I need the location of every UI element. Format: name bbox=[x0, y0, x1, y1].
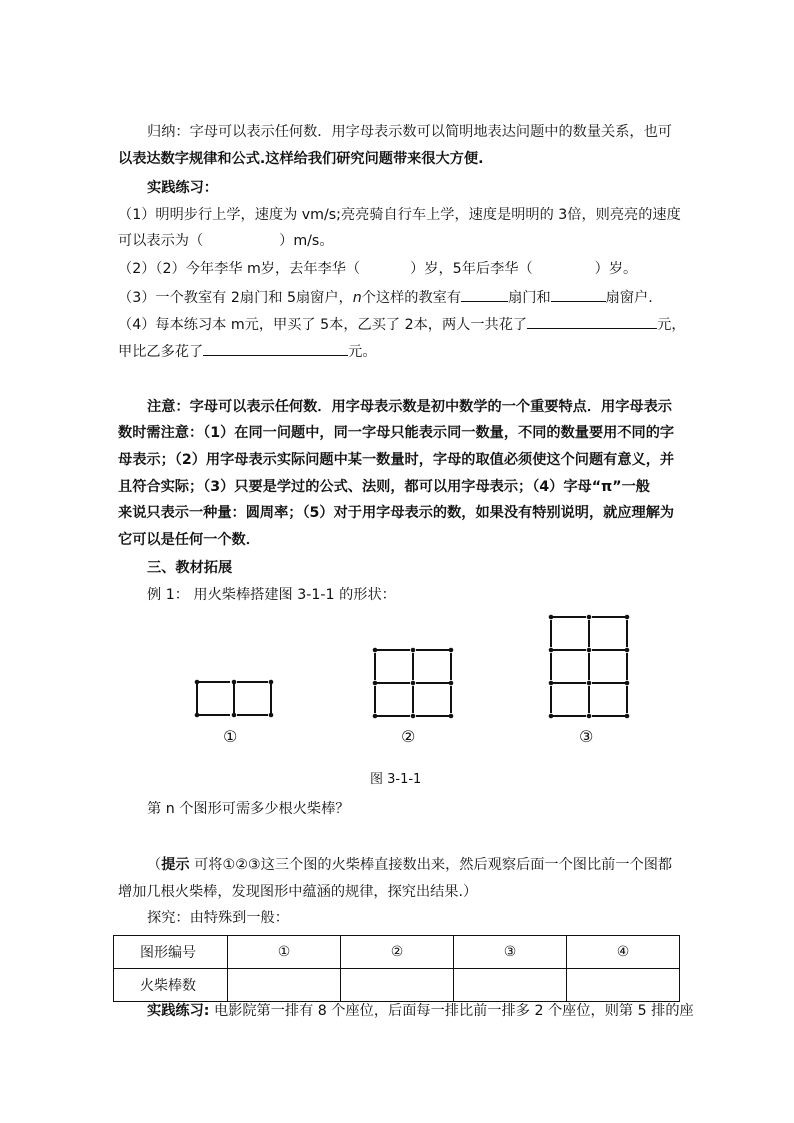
practice-q1-line1: （1）明明步行上学，速度为 vm/s;亮亮骑自行车上学，速度是明明的 3倍，则亮亮的速度 bbox=[118, 207, 681, 223]
table-cell: ① bbox=[228, 936, 341, 969]
figure-label-3: ③ bbox=[579, 727, 594, 746]
example-1: 例 1： 用火柴棒搭建图 3-1-1 的形状： bbox=[147, 587, 396, 603]
q4-text-b: 元， bbox=[657, 317, 686, 333]
q4-blank-diff[interactable] bbox=[203, 340, 348, 356]
q3-text-a: （3）一个教室有 2扇门和 5扇窗户， bbox=[118, 290, 353, 306]
practice-q2 bbox=[118, 259, 637, 279]
q3-text-d: 扇窗户. bbox=[605, 290, 653, 306]
q3-text-c: 扇门和 bbox=[508, 290, 551, 306]
practice-q4-line1 bbox=[118, 313, 686, 335]
table-input-cell[interactable] bbox=[341, 969, 454, 1002]
practice2-label: 实践练习: bbox=[147, 1003, 210, 1019]
figure-label-2: ② bbox=[401, 727, 416, 746]
q3-blank-doors[interactable] bbox=[461, 286, 508, 302]
note-line-4: 且符合实际；（3）只要是学过的公式、法则，都可以用字母表示；（4）字母“π”一般 bbox=[118, 479, 650, 495]
note-line-1: 注意：字母可以表示任何数．用字母表示数是初中数学的一个重要特点．用字母表示 bbox=[147, 399, 672, 415]
hint-text-1: 可将①②③这三个图的火柴棒直接数出来，然后观察后面一个图比前一个图都 bbox=[189, 857, 673, 873]
matchstick-figure-3 bbox=[544, 612, 636, 724]
q3-blank-windows[interactable] bbox=[551, 286, 606, 302]
note-line-6: 它可以是任何一个数． bbox=[118, 532, 260, 548]
table-input-cell[interactable] bbox=[228, 969, 341, 1002]
q2-text-a: （2）（2）今年李华 m岁，去年李华（ bbox=[118, 261, 361, 277]
table-input-cell[interactable] bbox=[567, 969, 680, 1002]
hint-label: 提示 bbox=[161, 857, 190, 873]
table-cell: ③ bbox=[454, 936, 567, 969]
example-question: 第 n 个图形可需多少根火柴棒？ bbox=[147, 801, 350, 817]
table-header-figure-number: 图形编号 bbox=[114, 936, 228, 969]
table-row bbox=[114, 936, 680, 969]
practice2-line bbox=[147, 1001, 694, 1021]
table-row bbox=[114, 969, 680, 1002]
hint-open-paren: （ bbox=[147, 857, 162, 873]
q4-text-d: 元。 bbox=[348, 344, 377, 360]
practice-q3 bbox=[118, 286, 653, 308]
table-cell: ② bbox=[341, 936, 454, 969]
note-line-3: 母表示；（2）用字母表示实际问题中某一数量时，字母的取值必须使这个问题有意义，并 bbox=[118, 452, 675, 468]
q2-text-b: ）岁，5年后李华（ bbox=[410, 261, 533, 277]
hint-line-1 bbox=[147, 855, 672, 875]
practice-q1-line2 bbox=[118, 231, 334, 251]
table-cell: ④ bbox=[567, 936, 680, 969]
q4-blank-total[interactable] bbox=[527, 313, 657, 329]
summary-line-1 bbox=[147, 122, 672, 142]
table-header-matchstick-count: 火柴棒数 bbox=[114, 969, 228, 1002]
figure-label-1: ① bbox=[223, 727, 238, 746]
summary-label: 归纳： bbox=[147, 124, 190, 140]
matchstick-table bbox=[113, 935, 680, 1002]
table-input-cell[interactable] bbox=[454, 969, 567, 1002]
matchstick-figure-2 bbox=[368, 645, 460, 725]
note-line-5: 来说只表示一种量：圆周率；（5）对于用字母表示的数，如果没有特别说明，就应理解为 bbox=[118, 505, 675, 521]
summary-line-2: 以表达数字规律和公式.这样给我们研究问题带来很大方便. bbox=[118, 151, 484, 167]
q1-text-b: ）m/s。 bbox=[279, 233, 334, 249]
q4-text-c: 甲比乙多花了 bbox=[118, 344, 204, 360]
explore-heading: 探究：由特殊到一般： bbox=[147, 910, 289, 926]
q4-text-a: （4）每本练习本 m元，甲买了 5本，乙买了 2本，两人一共花了 bbox=[118, 317, 528, 333]
practice-q4-line2 bbox=[118, 340, 377, 362]
q2-text-c: ）岁。 bbox=[594, 261, 638, 277]
note-line-2: 数时需注意：（1）在同一问题中，同一字母只能表示同一数量，不同的数量要用不同的字 bbox=[118, 425, 675, 441]
summary-text-1: 字母可以表示任何数．用字母表示数可以简明地表达问题中的数量关系，也可 bbox=[189, 124, 672, 140]
section3-heading: 三、教材拓展 bbox=[147, 560, 233, 576]
practice2-text: 电影院第一排有 8 个座位，后面每一排比前一排多 2 个座位，则第 5 排的座 bbox=[209, 1003, 694, 1019]
q3-variable: n bbox=[352, 290, 362, 306]
practice-heading: 实践练习： bbox=[147, 180, 218, 196]
matchstick-figure-1 bbox=[190, 676, 280, 722]
q3-text-b: 个这样的教室有 bbox=[361, 290, 462, 306]
figure-caption: 图 3-1-1 bbox=[370, 772, 422, 787]
q1-text-a: 可以表示为（ bbox=[118, 233, 204, 249]
hint-line-2: 增加几根火柴棒，发现图形中蕴涵的规律，探究出结果.） bbox=[118, 884, 478, 900]
